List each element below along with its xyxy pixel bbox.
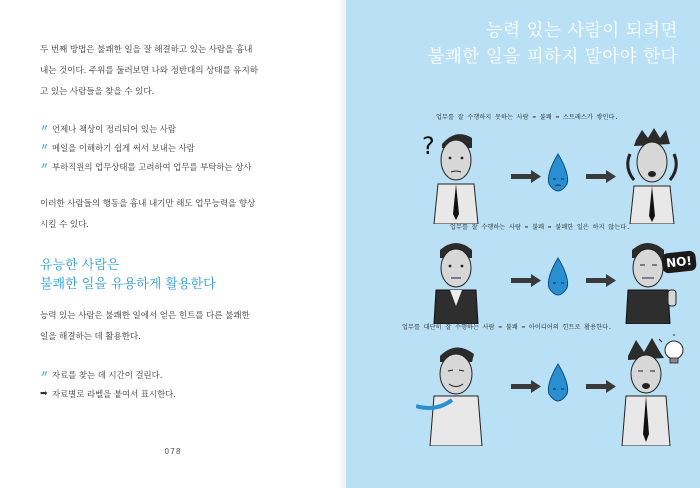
check-mark-icon: 〃 bbox=[40, 370, 50, 380]
intro-line: 내는 것이다. 주위를 둘러보면 나와 정반대의 상태를 유지하 bbox=[40, 66, 258, 76]
illustration-row-inspired bbox=[416, 334, 686, 446]
page-number: 078 bbox=[164, 447, 182, 456]
check-list bbox=[40, 120, 320, 177]
middle-line: 시킬 수 있다. bbox=[40, 220, 89, 230]
closing-line: 일을 해결하는 데 활용한다. bbox=[40, 332, 141, 342]
intro-line: 두 번째 방법은 불쾌한 일을 잘 해결하고 있는 사람을 흉내 bbox=[40, 45, 253, 55]
list-item-text: 언제나 책상이 정리되어 있는 사람 bbox=[52, 124, 176, 134]
list-item-text: 부하직원의 업무상태를 고려하여 업무를 부탁하는 상사 bbox=[52, 162, 252, 172]
speech-bubble bbox=[661, 250, 697, 273]
left-page bbox=[0, 0, 346, 488]
person-inspired-illustration bbox=[622, 338, 670, 446]
illustration-caption: 업무를 잘 수행하지 못하는 사람 ➡ 불쾌 ➡ 스트레스가 쌓인다. bbox=[436, 114, 619, 121]
list-item-text: 자료별로 라벨을 붙여서 표시한다. bbox=[52, 389, 176, 399]
list-item-text: 메일을 이해하기 쉽게 써서 보내는 사람 bbox=[52, 143, 195, 153]
water-drop-icon bbox=[548, 258, 567, 295]
water-drop-icon bbox=[548, 154, 567, 191]
person-calm-illustration bbox=[434, 243, 478, 324]
arrow-right-icon: ➡ bbox=[40, 389, 48, 399]
subheading-line: 유능한 사람은 bbox=[40, 258, 120, 273]
list-item bbox=[40, 366, 320, 385]
right-page bbox=[346, 0, 700, 488]
person-confident-illustration bbox=[416, 347, 482, 446]
intro-line: 고 있는 사람들을 찾을 수 있다. bbox=[40, 87, 155, 97]
final-list bbox=[40, 366, 320, 404]
list-item bbox=[40, 158, 320, 177]
illustration-caption: 업무를 대단히 잘 수행하는 사람 ➡ 불쾌 ➡ 아이디어의 힌트로 활용한다. bbox=[402, 324, 612, 331]
list-item bbox=[40, 120, 320, 139]
check-mark-icon: 〃 bbox=[40, 162, 50, 172]
middle-line: 이러한 사람들의 행동을 흉내 내기만 해도 업무능력을 향상 bbox=[40, 199, 256, 209]
intro-paragraph bbox=[40, 40, 300, 103]
closing-line: 능력 있는 사람은 불쾌한 일에서 얻은 힌트를 다른 불쾌한 bbox=[40, 311, 250, 321]
question-mark-icon: ? bbox=[422, 132, 435, 160]
title-line: 불쾌한 일을 피하지 말아야 한다 bbox=[427, 47, 678, 67]
middle-paragraph bbox=[40, 194, 300, 236]
light-bulb-icon bbox=[659, 334, 686, 363]
check-mark-icon: 〃 bbox=[40, 143, 50, 153]
person-stressed-illustration bbox=[628, 128, 677, 224]
list-item-text: 자료를 찾는 데 시간이 걸린다. bbox=[52, 370, 163, 380]
closing-paragraph bbox=[40, 306, 300, 348]
water-drop-icon bbox=[548, 364, 567, 401]
title-line: 능력 있는 사람이 되려면 bbox=[485, 21, 678, 41]
check-mark-icon: 〃 bbox=[40, 124, 50, 134]
list-item bbox=[40, 139, 320, 158]
page-title bbox=[358, 18, 678, 70]
list-item bbox=[40, 385, 320, 404]
illustration-row-frustrated bbox=[416, 124, 686, 224]
illustration-caption: 업무를 잘 수행하는 사람 ➡ 불쾌 ➡ 불쾌한 일은 하지 않는다. bbox=[450, 224, 630, 231]
speech-bubble-text: NO! bbox=[665, 253, 693, 271]
subheading-line: 불쾌한 일을 유용하게 활용한다 bbox=[40, 277, 216, 292]
illustration-row-refusing bbox=[416, 232, 686, 324]
person-confused-illustration bbox=[422, 132, 478, 224]
subheading bbox=[40, 256, 300, 294]
